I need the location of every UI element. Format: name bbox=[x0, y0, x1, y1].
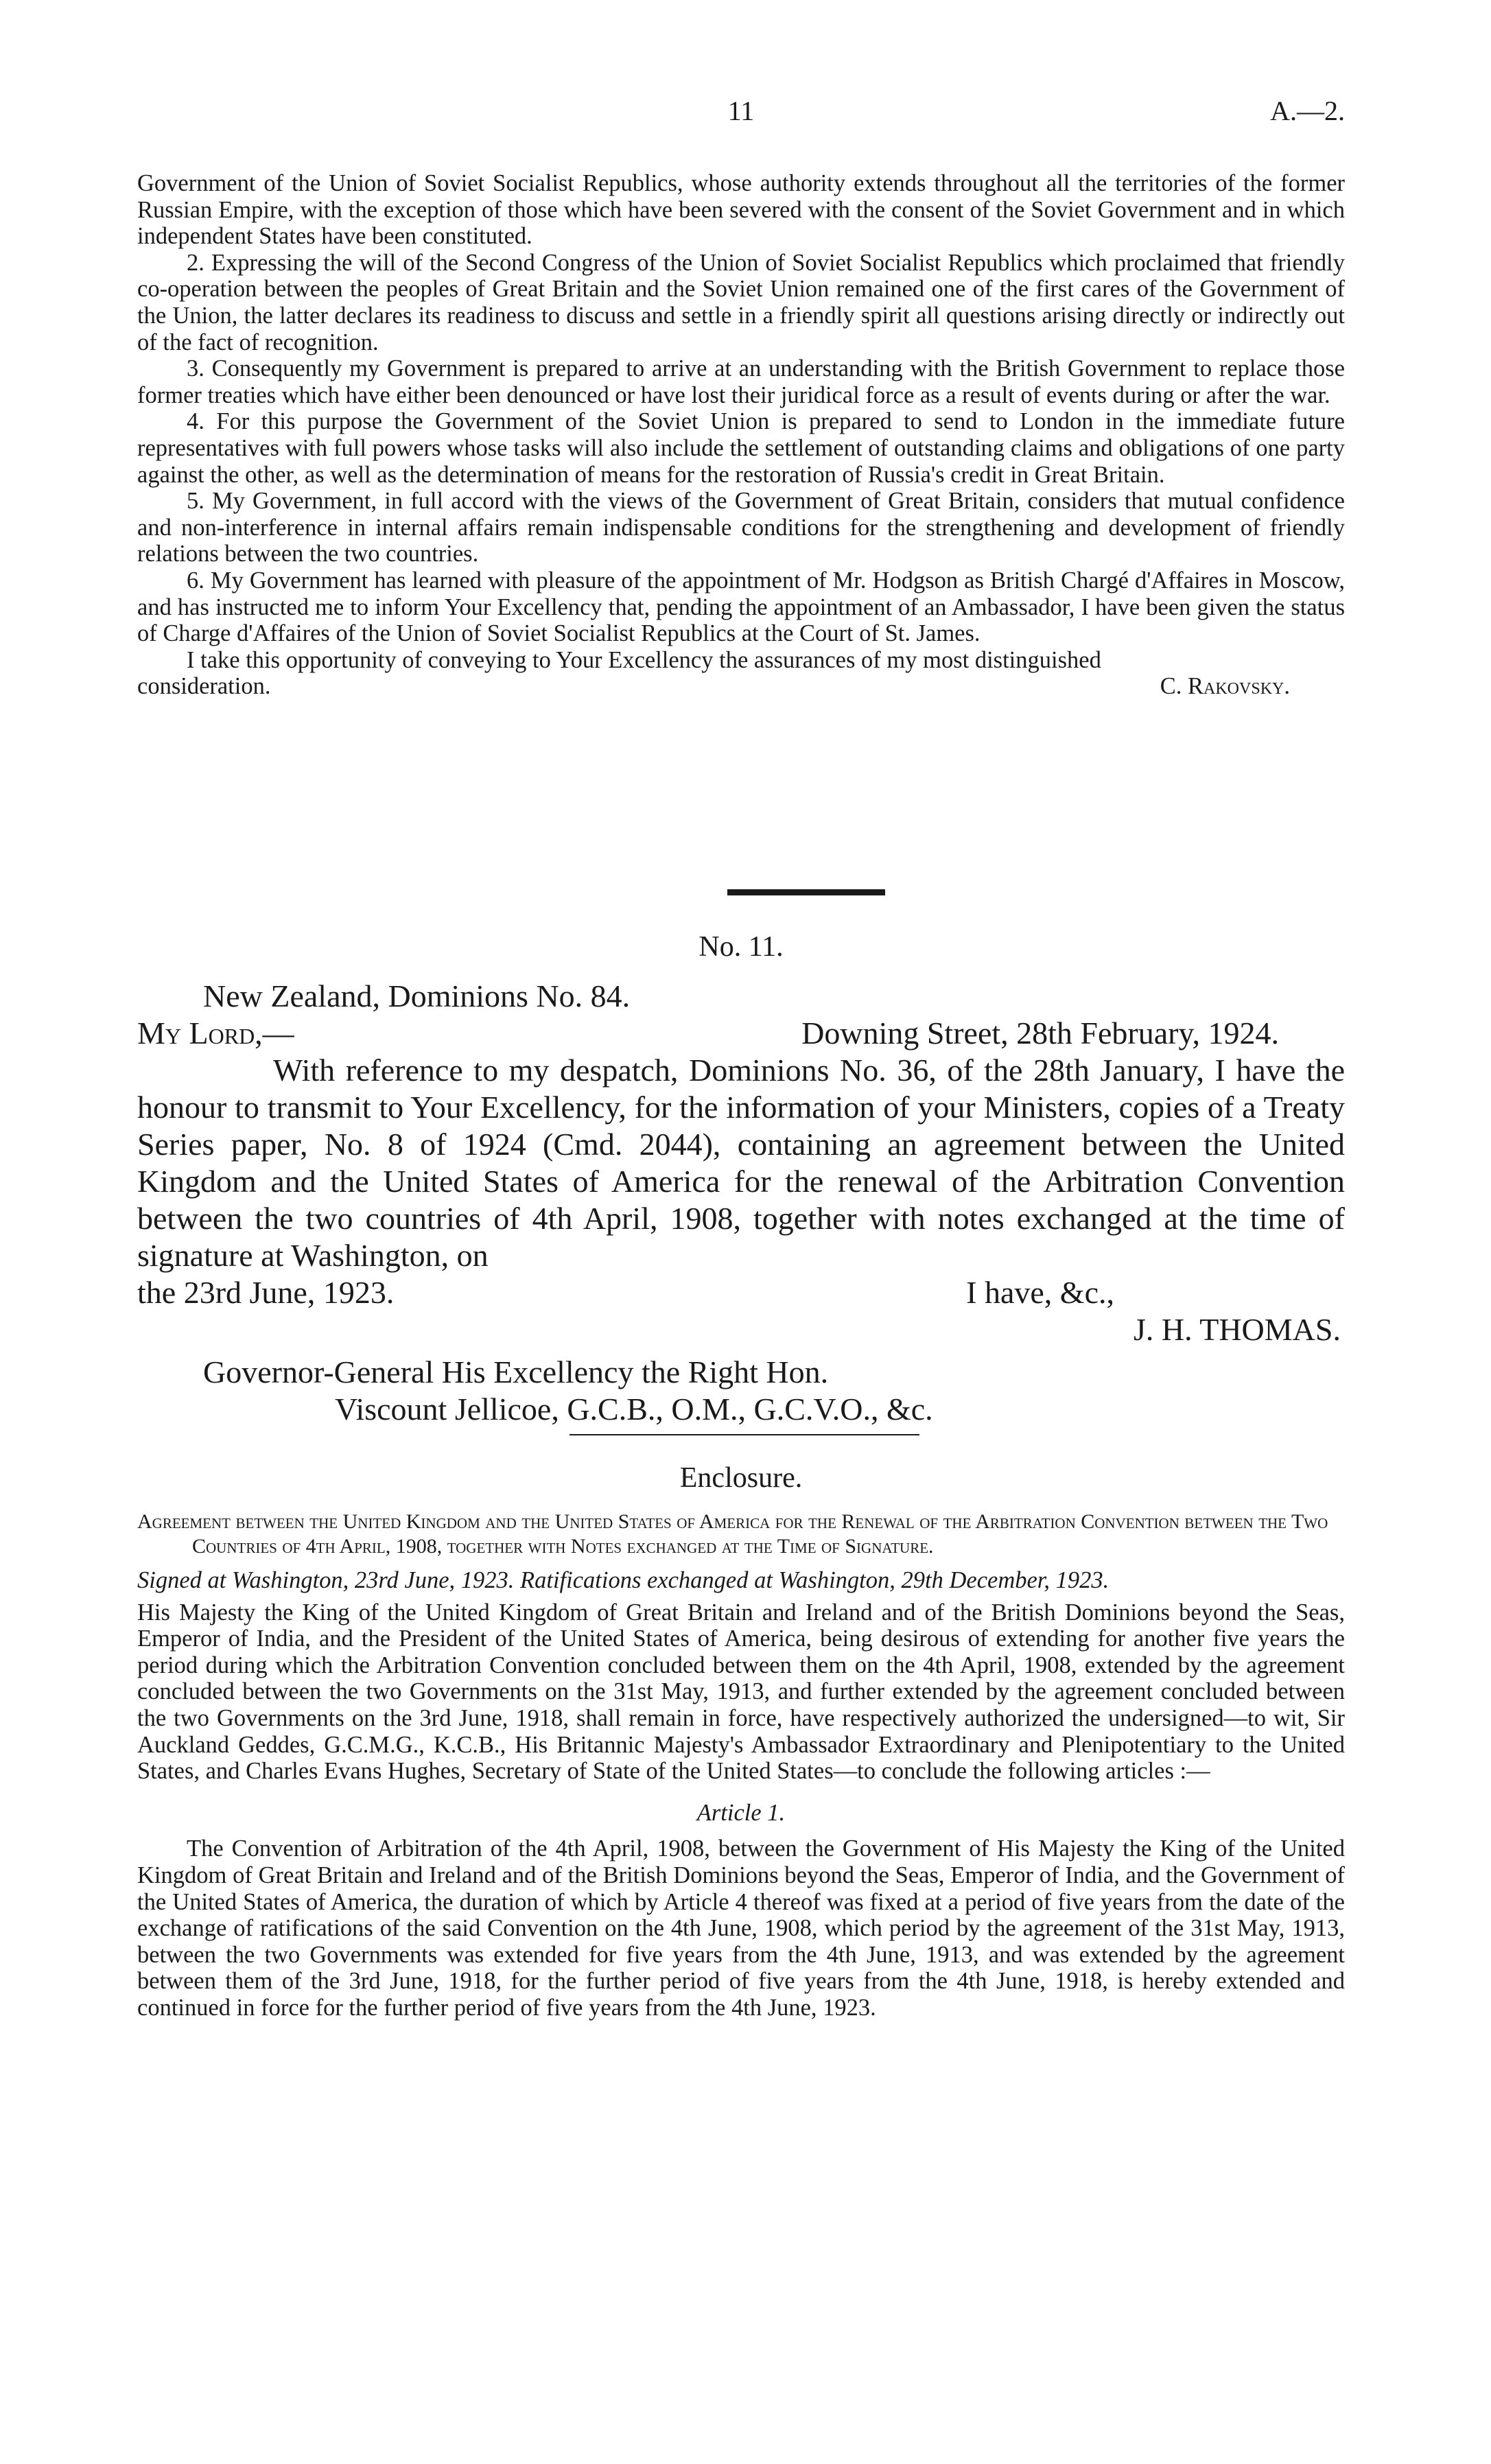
enclosure-body bbox=[137, 1510, 1345, 2021]
addressee-line: Governor-General His Excellency the Right Hon. bbox=[203, 1354, 829, 1389]
letter-closing bbox=[137, 673, 1345, 701]
page-header bbox=[137, 95, 1345, 136]
preamble: His Majesty the King of the United Kingdom of Great Britain and Ireland and of the British Dominions beyond the Seas, Emperor of India, and the President of the United States of America, being desirous of extending for another five years the period during which the Arbitration Convention concluded between them on the 4th April, 1908, extended by the agreement concluded between the two Governments on the 31st May, 1913, and further extended by the agreement concluded between the two Governments on the 3rd June, 1918, shall remain in force, have respectively authorized the undersigned—to wit, Sir Auckland Geddes, G.C.M.G., K.C.B., His Britannic Majesty's Ambassador Extraordinary and Plenipotentiary to the United States, and Charles Evans Hughes, Secretary of State of the United States—to conclude the following articles :— bbox=[137, 1599, 1345, 1785]
despatch-body: With reference to my despatch, Dominions No. 36, of the 28th January, I have the honour to transmit to Your Excellency, for the information of your Ministers, copies of a Treaty Series paper, No. 8 of 1924 (Cmd. 2044), containing an agreement between the United Kingdom and the United States of America for the renewal of the Arbitration Convention between the two countries of 4th April, 1908, together with notes exchanged at the time of signature at Washington, on bbox=[137, 1053, 1345, 1273]
salutation-line bbox=[137, 1015, 1345, 1052]
salutation: My Lord,— bbox=[137, 1016, 294, 1051]
section-divider bbox=[727, 889, 885, 895]
letter-paragraph: I take this opportunity of conveying to Your Excellency the assurances of my most distinguished bbox=[187, 646, 1101, 673]
despatch-no-11 bbox=[137, 978, 1345, 1428]
despatch-closing-line bbox=[137, 1274, 1345, 1311]
signed-line: Signed at Washington, 23rd June, 1923. Ratifications exchanged at Washington, 29th December, 1923. bbox=[137, 1567, 1110, 1593]
agreement-title: Agreement between the United Kingdom and the United States of America for the Renewal of the Arbitration Convention between the Two Countries of 4th April, 1908, together with Notes exchanged at the Time of Signature. bbox=[137, 1510, 1328, 1558]
letter-paragraph: Government of the Union of Soviet Socialist Republics, whose authority extends throughout all the territories of the former Russian Empire, with the exception of those which have been severed with the consent of the Soviet Government and in which independent States have been constituted. bbox=[137, 170, 1345, 250]
article-text: The Convention of Arbitration of the 4th April, 1908, between the Government of His Majesty the King of the United Kingdom of Great Britain and Ireland and of the British Dominions beyond the Seas, Emperor of India, and the Government of the United States of America, the duration of which by Article 4 thereof was fixed at a period of five years from the date of the exchange of ratifications of the said Convention on the 4th June, 1908, which period by the agreement of the 31st May, 1913, between the two Governments was extended for five years from the 4th June, 1913, and was extended by the agreement between them of the 3rd June, 1918, for the further period of five years from the 4th June, 1918, is hereby extended and continued in force for the further period of five years from the 4th June, 1923. bbox=[137, 1835, 1345, 2021]
signature: C. Rakovsky. bbox=[1160, 673, 1290, 700]
rakovsky-letter bbox=[137, 170, 1345, 701]
article-heading: Article 1. bbox=[696, 1799, 786, 1826]
document-reference: A.—2. bbox=[1270, 95, 1345, 126]
letter-paragraph: 4. For this purpose the Government of the Soviet Union is prepared to send to London in the immediate future representatives with full powers whose tasks will also include the settlement of outstanding claims and obligations of one party against the other, as well as the determination of means for the restoration of Russia's credit in Great Britain. bbox=[137, 408, 1345, 488]
letter-paragraph: 6. My Government has learned with pleasure of the appointment of Mr. Hodgson as British Chargé d'Affaires in Moscow, and has instructed me to inform Your Excellency that, pending the appointment of an Ambassador, I have been given the status of Charge d'Affaires of the Union of Soviet Socialist Republics at the Court of St. James. bbox=[137, 567, 1345, 647]
closing-word: consideration. bbox=[137, 673, 271, 700]
despatch-signature-line bbox=[137, 1311, 1345, 1348]
despatch-date: Downing Street, 28th February, 1924. bbox=[801, 1016, 1279, 1051]
section-heading: No. 11. bbox=[698, 931, 784, 963]
page-number: 11 bbox=[727, 95, 755, 126]
enclosure-heading: Enclosure. bbox=[679, 1462, 803, 1494]
despatch-body-end: the 23rd June, 1923. bbox=[137, 1275, 395, 1310]
despatch-signature: J. H. THOMAS. bbox=[1133, 1312, 1341, 1347]
letter-paragraph: 3. Consequently my Government is prepared to arrive at an understanding with the British Government to replace those former treaties which have either been denounced or have lost their juridical force as a result of events during or after the war. bbox=[137, 355, 1345, 408]
letter-paragraph: 2. Expressing the will of the Second Congress of the Union of Soviet Socialist Republics which proclaimed that friendly co-operation between the peoples of Great Britain and the Soviet Union remained one of the first cares of the Government of the Union, the latter declares its readiness to discuss and settle in a friendly spirit all questions arising directly or indirectly out of the fact of recognition. bbox=[137, 249, 1345, 355]
despatch-reference: New Zealand, Dominions No. 84. bbox=[203, 978, 631, 1013]
letter-paragraph: 5. My Government, in full accord with the views of the Government of Great Britain, considers that mutual confidence and non-interference in internal affairs remain indispensable conditions for the strengthening and development of friendly relations between the two countries. bbox=[137, 488, 1345, 567]
addressee-line: Viscount Jellicoe, G.C.B., O.M., G.C.V.O., &c. bbox=[335, 1392, 933, 1427]
section-divider bbox=[570, 1434, 919, 1435]
despatch-closing: I have, &c., bbox=[966, 1275, 1114, 1310]
